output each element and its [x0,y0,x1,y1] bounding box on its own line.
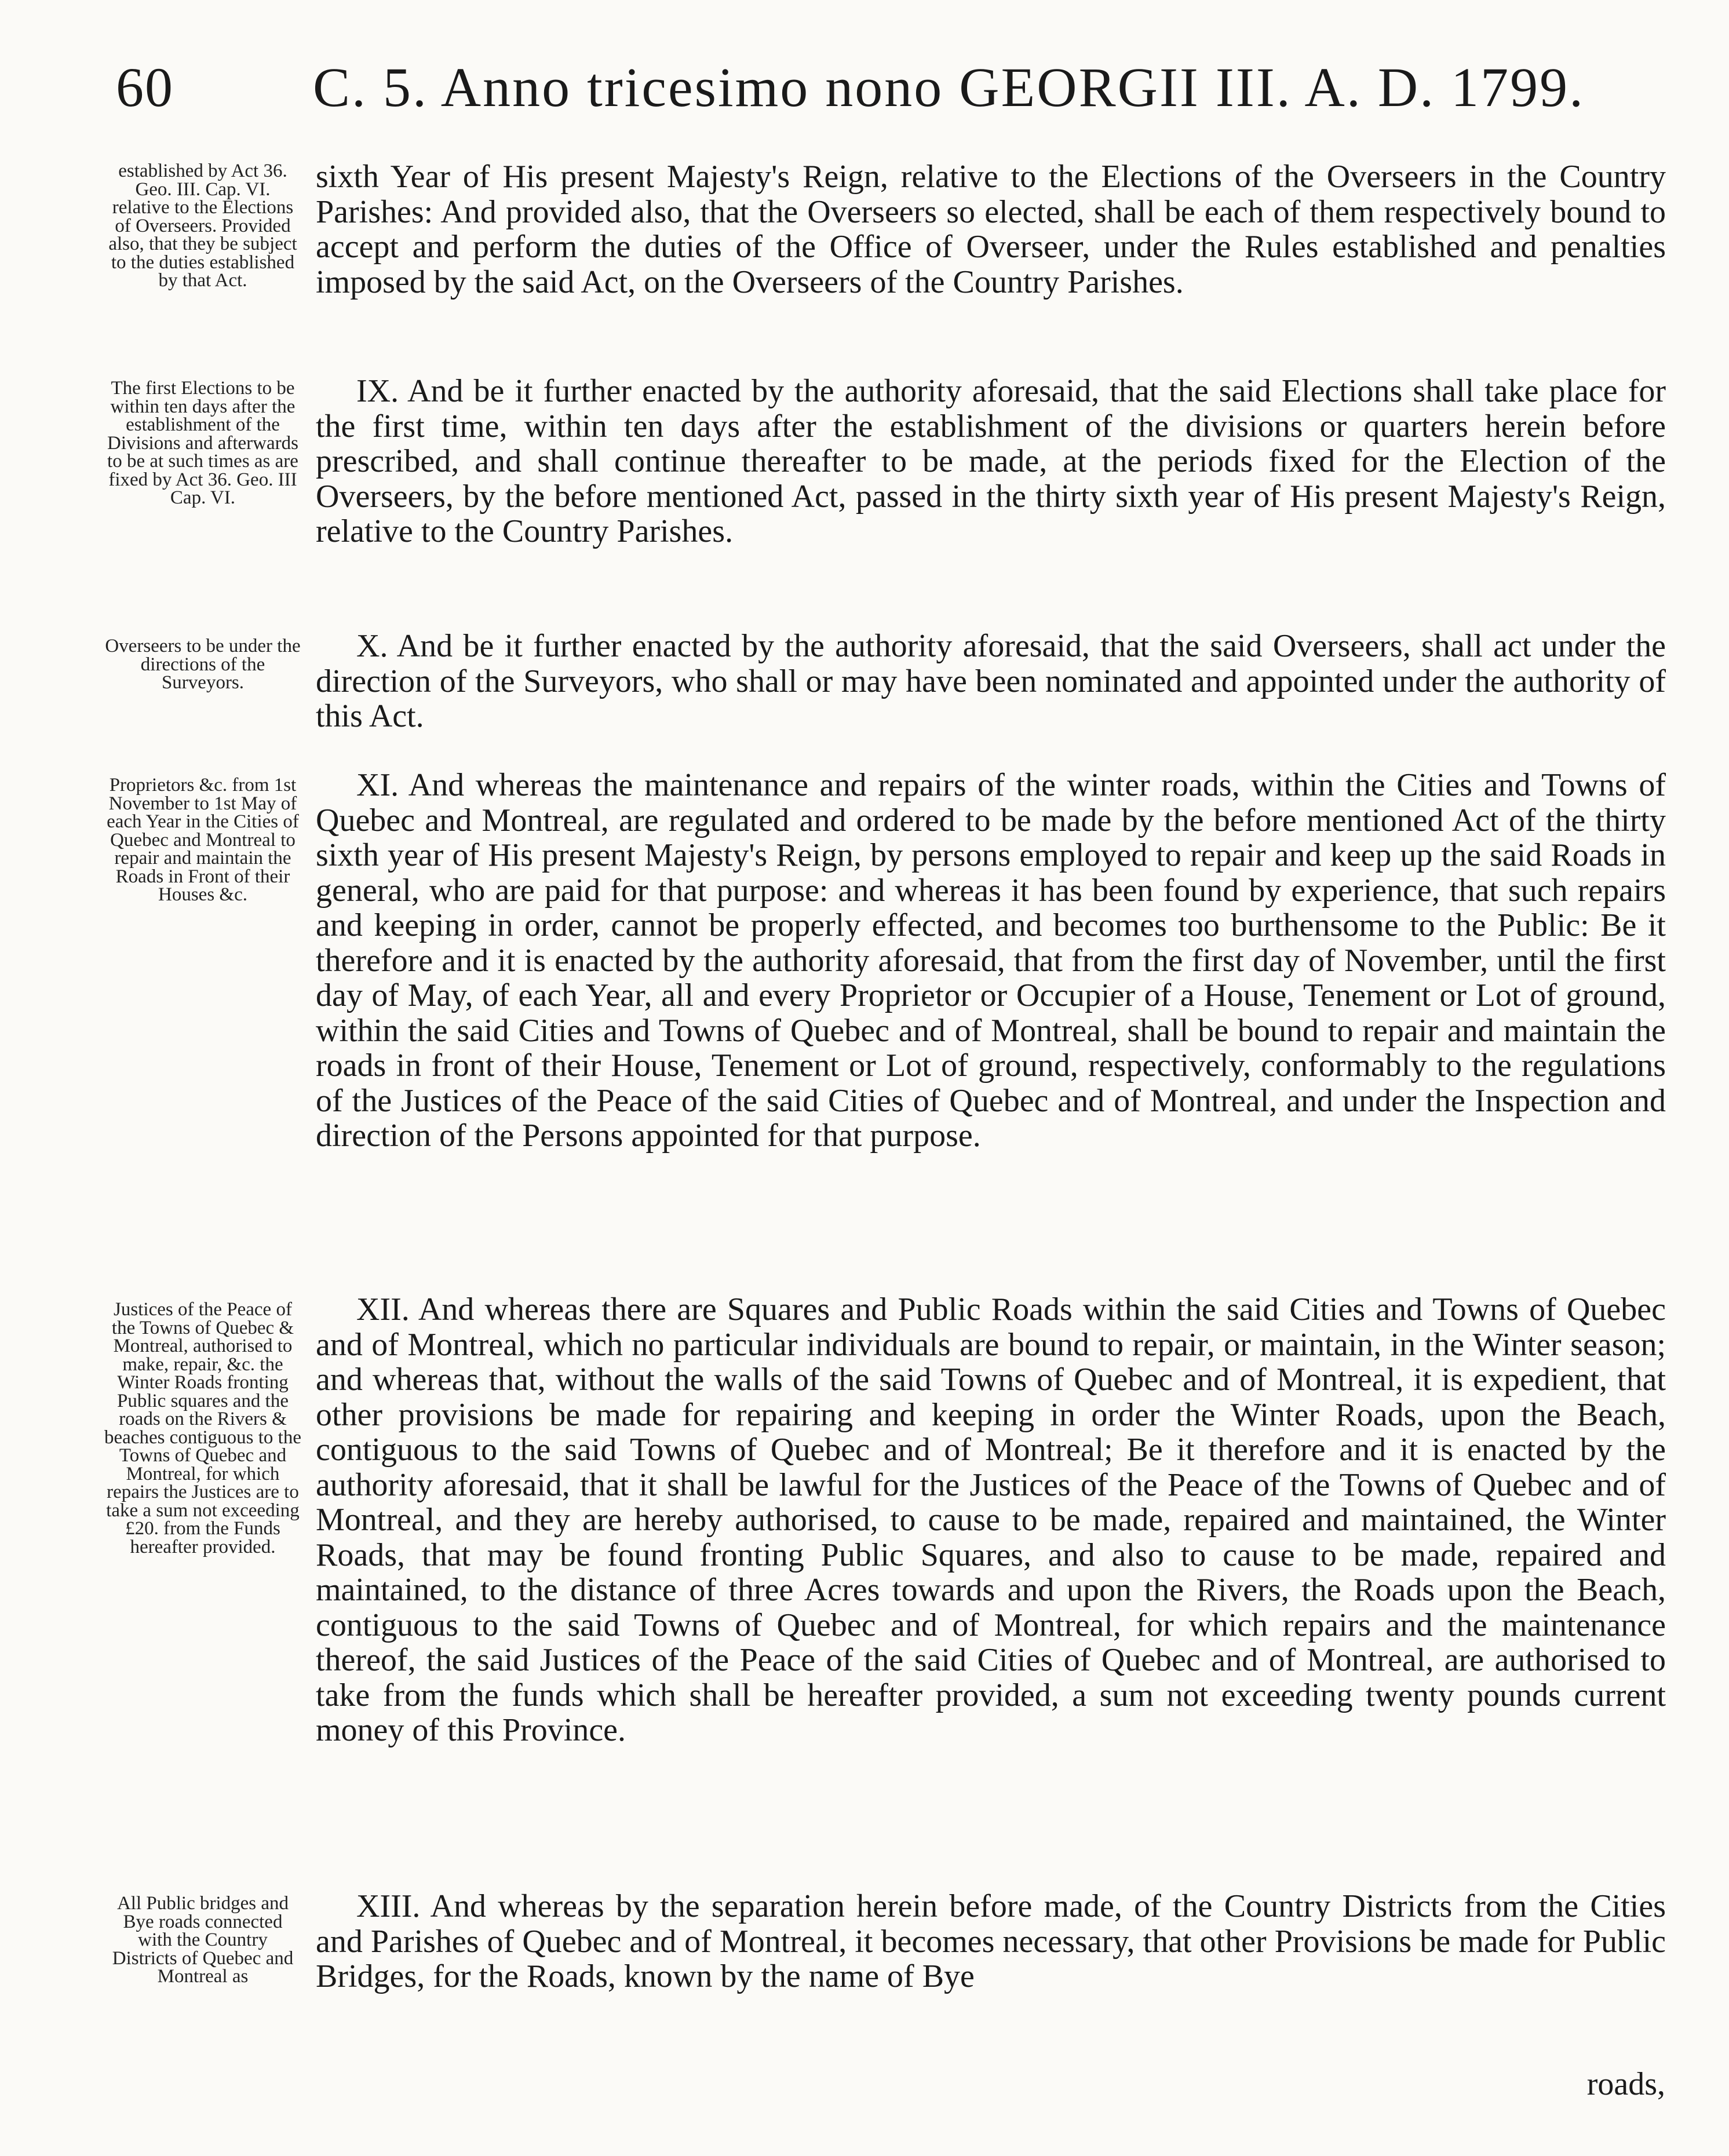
paragraph: IX. And be it further enacted by the authority aforesaid, that the said Elections shall take place for the first time, within ten days after the establishment of the divisions or quarters herein before prescribed, and shall continue thereafter to be made, at the periods fixed for the Election of the Overseers, by the before mentioned Act, passed in the thirty sixth year of His present Majesty's Reign, relative to the Country Parishes. [316,373,1666,549]
running-head: C. 5. Anno tricesimo nono GEORGII III. A. D. 1799. [313,56,1585,118]
page-header [116,55,1680,142]
paragraph: XII. And whereas there are Squares and Public Roads within the said Cities and Towns of Quebec and of Montreal, which no particular individuals are bound to repair, or maintain, in the Winter season; and whereas that, without the walls of the said Towns of Quebec and of Montreal, it is expedient, that other provisions be made for repairing and keeping in order the Winter Roads, upon the Beach, contiguous to the said Towns of Quebec and of Montreal; Be it therefore and it is enacted by the authority aforesaid, that it shall be lawful for the Justices of the Peace of the Towns of Quebec and of Montreal, and they are hereby authorised, to cause to be made, repaired and maintained, the Winter Roads, that may be found fronting Public Squares, and also to cause to be made, repaired and maintained, to the distance of three Acres towards and upon the Rivers, the Roads upon the Beach, contiguous to the said Towns of Quebec and of Montreal, for which repairs and the maintenance thereof, the said Justices of the Peace of the said Cities of Quebec and of Montreal, are authorised to take from the funds which shall be hereafter provided, a sum not exceeding twenty pounds current money of this Province. [316,1292,1666,1748]
paragraph: sixth Year of His present Majesty's Reign, relative to the Elections of the Overseers in the Country Parishes: And provided also, that the Overseers so elected, shall be each of them respectively bound to accept and perform the duties of the Office of Overseer, under the Rules established and penalties imposed by the said Act, on the Overseers of the Country Parishes. [316,159,1666,300]
sidenote: Proprietors &c. from 1st November to 1st May of each Year in the Cities of Quebec and Montreal to repair and maintain the Roads in Front of their Houses &c. [107,775,299,905]
sidenote: The first Elections to be within ten days after the establishment of the Divisions and afterwards to be at such times as are fixed by Act 36. Geo. III Cap. VI. [107,378,298,508]
sidenote: established by Act 36. Geo. III. Cap. VI. relative to the Elections of Overseers. Provided also, that they be subject to the duties established by that Act. [108,160,297,291]
paragraph: XI. And whereas the maintenance and repairs of the winter roads, within the Cities and Towns of Quebec and Montreal, are regulated and ordered to be made by the before mentioned Act of the thirty sixth year of His present Majesty's Reign, by persons employed to repair and keep up the said Roads in general, who are paid for that purpose: and whereas it has been found by experience, that such repairs and keeping in order, cannot be properly effected, and becomes too burthensome to the Public: Be it therefore and it is enacted by the authority aforesaid, that from the first day of November, until the first day of May, of each Year, all and every Proprietor or Occupier of a House, Tenement or Lot of ground, within the said Cities and Towns of Quebec and of Montreal, shall be bound to repair and maintain the roads in front of their House, Tenement or Lot of ground, respectively, conformably to the regulations of the Justices of the Peace of the said Cities of Quebec and of Montreal, and under the Inspection and direction of the Persons appointed for that purpose. [316,767,1666,1154]
page-number: 60 [116,56,174,118]
sidenote: Overseers to be under the directions of the Surveyors. [105,636,301,693]
sidenote: Justices of the Peace of the Towns of Quebec & Montreal, authorised to make, repair, &c. the Winter Roads fronting Public squares and the roads on the Rivers & beaches contiguous to the Towns of Quebec and Montreal, for which repairs the Justices are to take a sum not exceeding £20. from the Funds hereafter provided. [104,1299,301,1557]
paragraph: X. And be it further enacted by the authority aforesaid, that the said Overseers, shall act under the direction of the Surveyors, who shall or may have been nominated and appointed under the authority of this Act. [316,628,1666,734]
paragraph: XIII. And whereas by the separation herein before made, of the Country Districts from the Cities and Parishes of Quebec and of Montreal, it becomes necessary, that other Provisions be made for Public Bridges, for the Roads, known by the name of Bye [316,1888,1666,1994]
catchword: roads, [1586,2066,1665,2102]
sidenote: All Public bridges and Bye roads connected with the Country Districts of Quebec and Montreal as [112,1893,294,1987]
